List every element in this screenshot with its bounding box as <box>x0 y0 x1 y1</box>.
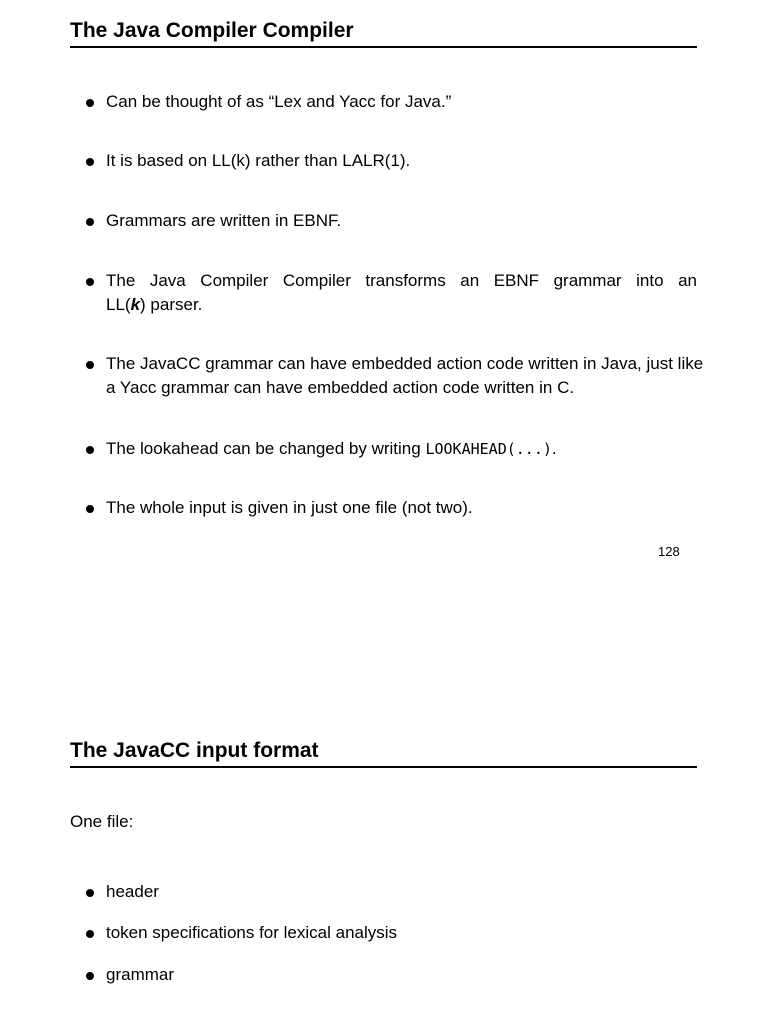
intro-text: One file: <box>70 812 134 831</box>
bullet-text <box>106 269 697 293</box>
bullet-text: The whole input is given in just one file (not two). <box>106 498 473 517</box>
bullet-text: header <box>106 882 159 901</box>
bullet-icon <box>86 889 94 897</box>
bullet-icon <box>86 158 94 166</box>
bullet-icon <box>86 930 94 938</box>
lookahead-code: LOOKAHEAD(...) <box>425 440 552 458</box>
slide-title-2: The JavaCC input format <box>70 738 697 768</box>
bullet-icon <box>86 278 94 286</box>
bullet-text: The JavaCC grammar can have embedded action code written in Java, just like a Yacc grammar can have embedded action code written in C. <box>106 354 704 397</box>
bullet-text-line1: The Java Compiler Compiler transforms an EBNF grammar into an <box>106 271 697 290</box>
parser-suffix: ) parser. <box>140 295 203 314</box>
bullet-text: It is based on LL(k) rather than LALR(1). <box>106 151 411 170</box>
bullet-text: Grammars are written in EBNF. <box>106 211 342 230</box>
bullet-text-end: . <box>551 439 557 458</box>
bullet-text-main: The lookahead can be changed by writing <box>106 439 421 458</box>
bullet-icon <box>86 218 94 226</box>
bullet-text: grammar <box>106 965 175 984</box>
k-symbol: k <box>130 295 141 314</box>
bullet-icon <box>86 99 94 107</box>
ll-prefix: LL( <box>106 295 131 314</box>
bullet-icon <box>86 361 94 369</box>
bullet-icon <box>86 446 94 454</box>
bullet-icon <box>86 505 94 513</box>
bullet-icon <box>86 972 94 980</box>
bullet-text <box>106 437 557 461</box>
bullet-text: token specifications for lexical analysis <box>106 923 398 942</box>
bullet-text: Can be thought of as “Lex and Yacc for Java.” <box>106 92 452 111</box>
page-number: 128 <box>658 544 680 559</box>
bullet-text-line2 <box>106 293 202 317</box>
slide-title-1: The Java Compiler Compiler <box>70 18 697 48</box>
